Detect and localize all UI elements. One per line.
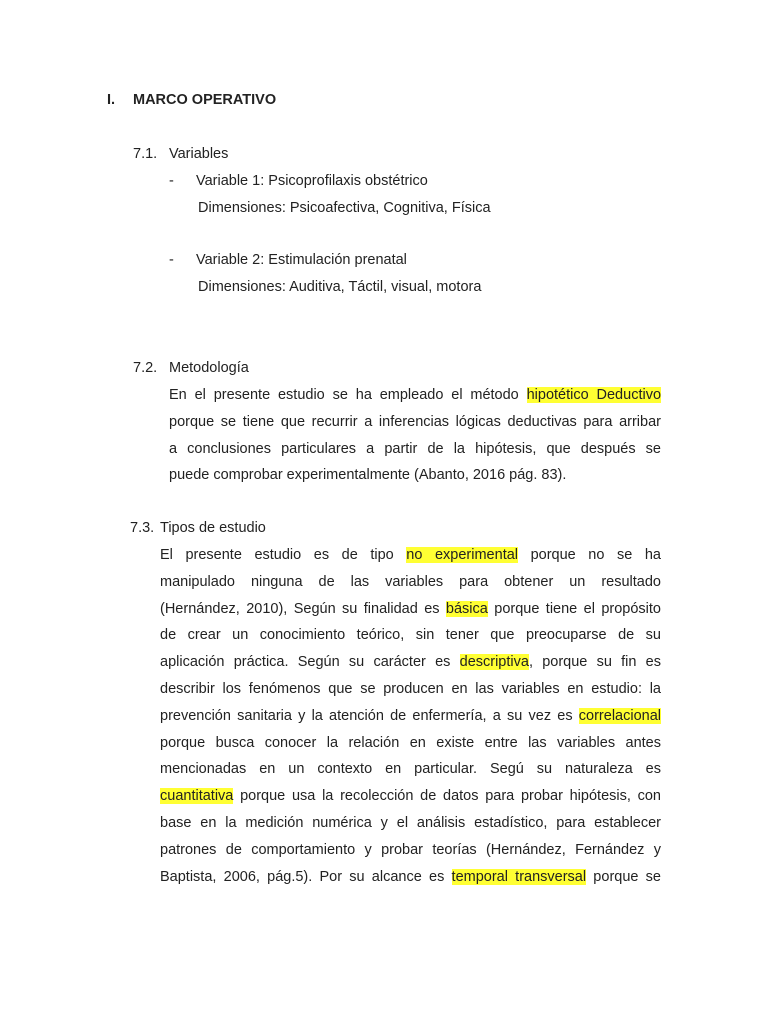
variable-2-dimensions: Dimensiones: Auditiva, Táctil, visual, motora — [198, 279, 482, 295]
highlight: correlacional — [578, 707, 661, 724]
section-72-number: 7.2. — [133, 360, 158, 376]
paragraph-line: puede comprobar experimentalmente (Abanto, 2016 pág. 83). — [169, 467, 567, 484]
variable-2-dash: - — [169, 252, 174, 268]
variable-2-label: Variable 2: Estimulación prenatal — [196, 252, 407, 268]
variable-1-label: Variable 1: Psicoprofilaxis obstétrico — [196, 173, 428, 189]
highlight: temporal transversal — [451, 868, 587, 885]
paragraph-line: describir los fenómenos que se producen en las variables en estudio: la — [160, 680, 661, 697]
paragraph-line: El presente estudio es de tipo no experimental porque no se ha — [160, 547, 661, 563]
paragraph-line: patrones de comportamiento y probar teorías (Hernández, Fernández y — [160, 841, 661, 858]
paragraph-line: mencionadas en un contexto en particular. Segú su naturaleza es — [160, 761, 661, 778]
paragraph-line: En el presente estudio se ha empleado el método hipotético Deductivo — [169, 387, 662, 403]
section-72-title: Metodología — [169, 360, 249, 376]
highlight: descriptiva — [459, 654, 529, 671]
paragraph-line: base en la medición numérica y el análisis estadístico, para establecer — [160, 814, 661, 831]
paragraph-line: Baptista, 2006, pág.5). Por su alcance es temporal transversal porque se — [160, 868, 661, 885]
paragraph-line: prevención sanitaria y la atención de enfermería, a su vez es correlacional — [160, 707, 661, 724]
highlight: no experimental — [406, 547, 519, 563]
paragraph-line: (Hernández, 2010), Según su finalidad es básica porque tiene el propósito — [160, 600, 661, 617]
section-71-number: 7.1. — [133, 146, 158, 162]
section-73-paragraph — [160, 542, 661, 890]
section-73-title: Tipos de estudio — [160, 520, 266, 536]
section-73-number: 7.3. — [130, 520, 155, 536]
page-title: MARCO OPERATIVO — [133, 92, 277, 108]
highlight: hipotético Deductivo — [526, 387, 662, 403]
variable-1-dash: - — [169, 173, 174, 189]
section-71-title: Variables — [169, 146, 229, 162]
variable-1-dimensions: Dimensiones: Psicoafectiva, Cognitiva, Física — [198, 200, 491, 216]
paragraph-line: aplicación práctica. Según su carácter es descriptiva, porque su fin es — [160, 654, 661, 671]
paragraph-line: porque se tiene que recurrir a inferencias lógicas deductivas para arribar — [169, 413, 661, 430]
paragraph-line: de crear un conocimiento teórico, sin tener que preocuparse de su — [160, 627, 661, 644]
paragraph-line: manipulado ninguna de las variables para obtener un resultado — [160, 573, 661, 590]
heading-number: I. — [107, 92, 116, 108]
section-72-paragraph — [169, 382, 661, 489]
highlight: cuantitativa — [160, 788, 234, 805]
highlight: básica — [445, 600, 488, 617]
paragraph-line: a conclusiones particulares a partir de la hipótesis, que después se — [169, 440, 661, 457]
paragraph-line: cuantitativa porque usa la recolección de datos para probar hipótesis, con — [160, 788, 661, 805]
paragraph-line: porque busca conocer la relación en existe entre las variables antes — [160, 734, 661, 751]
